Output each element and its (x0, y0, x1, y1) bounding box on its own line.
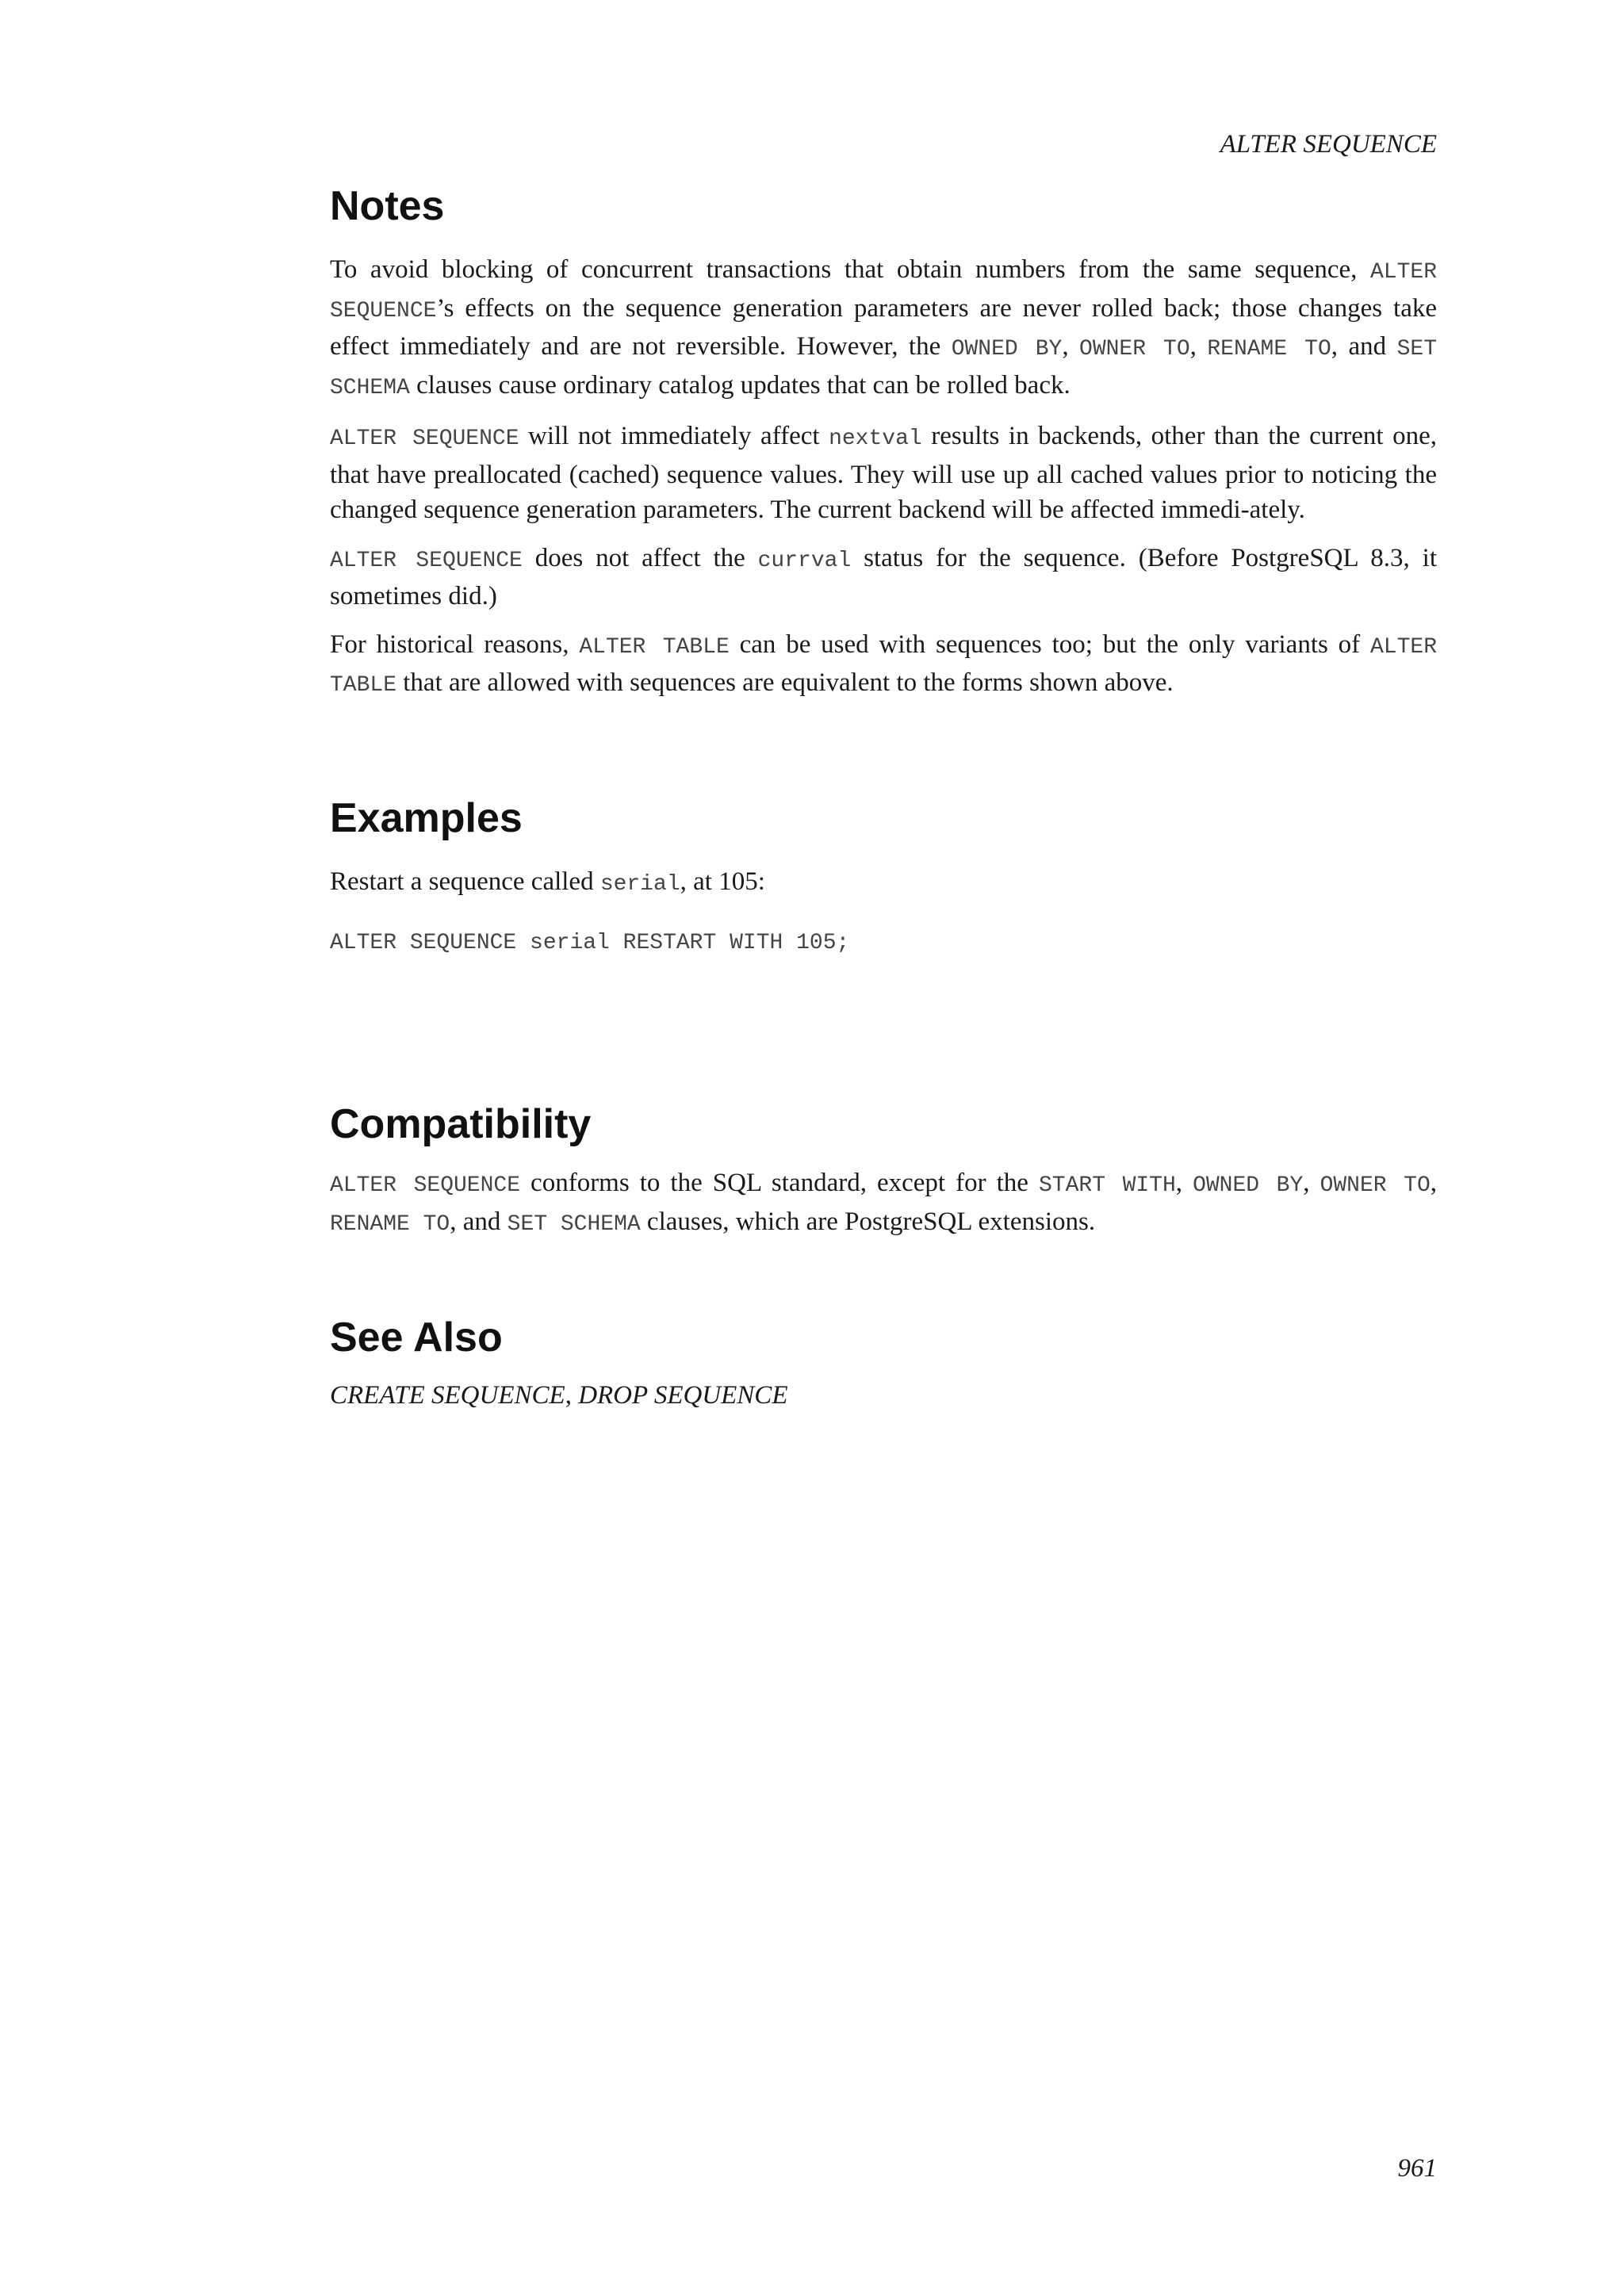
text-run: Restart a sequence called (330, 867, 600, 896)
inline-code: RENAME TO (330, 1211, 450, 1237)
inline-code: ALTER TABLE (579, 634, 730, 660)
examples-heading: Examples (330, 795, 523, 841)
inline-code: ALTER SEQUENCE (330, 1173, 521, 1198)
text-run: status for the sequence. (Before PostgreSQL 8.3, it sometimes did.) (330, 543, 1437, 610)
notes-heading: Notes (330, 183, 445, 229)
text-run: , (1062, 332, 1080, 361)
text-run: To avoid blocking of concurrent transactions that obtain numbers from the same sequence, (330, 255, 1370, 284)
text-run: will not immediately affect (519, 422, 829, 450)
text-run: , (565, 1381, 579, 1410)
text-run: For historical reasons, (330, 629, 580, 659)
text-run: , (1430, 1169, 1438, 1197)
inline-code: OWNER TO (1079, 337, 1190, 362)
document-page (330, 0, 1437, 2296)
text-run: , (1189, 332, 1208, 361)
inline-code: OWNED BY (951, 337, 1063, 362)
inline-code: START WITH (1038, 1173, 1176, 1198)
text-run: clauses, which are PostgreSQL extensions. (640, 1207, 1096, 1236)
notes-paragraph-4 (330, 627, 1437, 704)
inline-code: ALTER SEQUENCE (330, 548, 523, 573)
examples-paragraph (330, 864, 1437, 903)
inline-code: serial (599, 872, 680, 897)
compatibility-body (330, 1165, 1437, 1242)
notes-paragraph-1 (330, 252, 1437, 406)
inline-code: ALTER SEQUENCE (330, 427, 519, 451)
running-header: ALTER SEQUENCE (1220, 130, 1437, 159)
see-also-body (330, 1378, 1437, 1414)
drop-sequence-link[interactable]: DROP SEQUENCE (578, 1381, 788, 1410)
inline-code: OWNED BY (1193, 1173, 1304, 1198)
text-run: can be used with sequences too; but the only variants of (729, 629, 1370, 659)
text-run: ’s effects on the sequence generation parameters are never rolled back; those changes take effect immediately and are not reversible. However, the (330, 293, 1437, 361)
inline-code: OWNER TO (1320, 1173, 1431, 1198)
inline-code: RENAME TO (1207, 337, 1331, 362)
text-run: that are allowed with sequences are equivalent to the forms shown above. (396, 668, 1174, 697)
notes-body (330, 252, 1437, 704)
notes-paragraph-3 (330, 541, 1437, 614)
text-run: conforms to the SQL standard, except for the (520, 1169, 1039, 1197)
text-run: , and (1331, 332, 1397, 361)
code-example: ALTER SEQUENCE serial RESTART WITH 105; (330, 931, 850, 955)
inline-code: SET SCHEMA (507, 1211, 641, 1237)
text-run: results in backends, other than the current one, that have preallocated (cached) sequence values. They will use up all cached values prior to noticing the changed sequence generation parameters. The current backend will be affected immedi-ately. (330, 422, 1437, 524)
inline-code: nextval (829, 427, 922, 451)
text-run: , at 105: (680, 867, 765, 896)
text-run: , (1175, 1169, 1193, 1197)
page-number: 961 (1397, 2154, 1437, 2183)
text-run: , and (450, 1207, 508, 1236)
compatibility-heading: Compatibility (330, 1101, 592, 1147)
inline-code: ALTER SEQUENCE (330, 260, 1437, 323)
text-run: , (1303, 1169, 1320, 1197)
create-sequence-link[interactable]: CREATE SEQUENCE (330, 1381, 565, 1410)
examples-body (330, 864, 1437, 903)
compatibility-paragraph (330, 1165, 1437, 1242)
see-also-paragraph (330, 1378, 1437, 1414)
inline-code: SET SCHEMA (330, 337, 1438, 400)
notes-paragraph-2 (330, 419, 1437, 528)
inline-code: currval (757, 548, 852, 573)
see-also-heading: See Also (330, 1314, 503, 1360)
inline-code: ALTER TABLE (330, 634, 1437, 698)
text-run: clauses cause ordinary catalog updates that can be rolled back. (409, 370, 1071, 400)
text-run: does not affect the (522, 543, 758, 572)
